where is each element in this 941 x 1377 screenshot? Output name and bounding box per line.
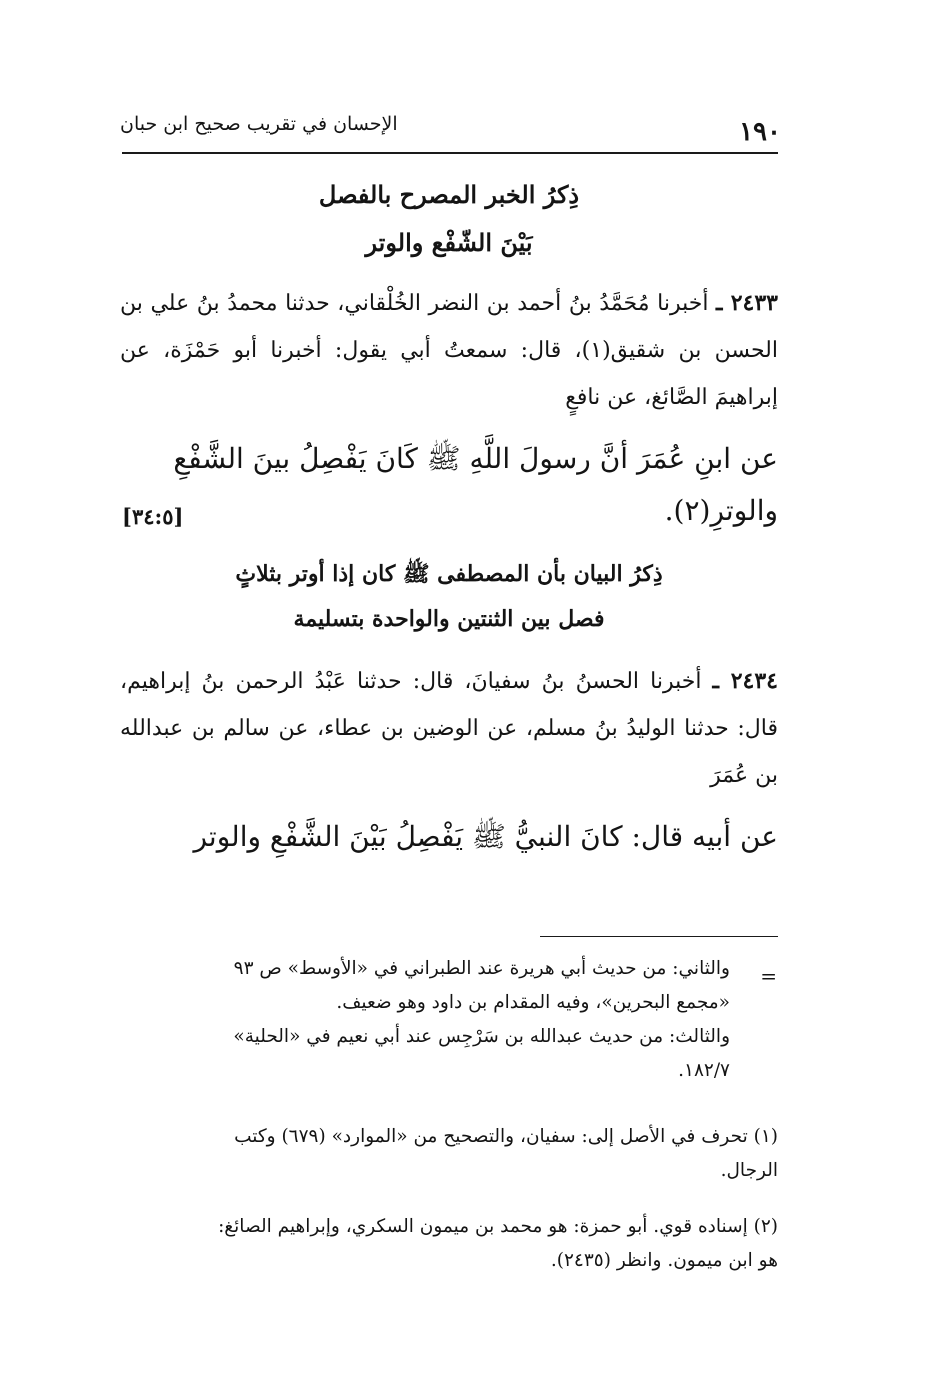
isnad-text: أخبرنا مُحَمَّدُ بنُ أحمد بن النضر الخُلْقاني، حدثنا محمدُ بنُ علي بن الحسن بن شقيق(١)، قال: سمعتُ أبي يقول: أخبرنا أبو حَمْزَة، عن إبراهيمَ الصَّائغ، عن نافعٍ (120, 291, 778, 410)
hadith-2433-matn-line-2: والوترِ(٢). (664, 494, 778, 527)
running-title: الإحسان في تقريب صحيح ابن حبان (120, 113, 398, 135)
header-rule (122, 152, 778, 154)
isnad-text: أخبرنا الحسنُ بنُ سفيانَ، قال: حدثنا عَبْدُ الرحمن بنُ إبراهيم، قال: حدثنا الوليدُ بنُ مسلم، عن الوضين بن عطاء، عن سالم بن عبدالله بن عُمَرَ (120, 669, 778, 788)
footnote-line: (١) تحرف في الأصل إلى: سفيان، والتصحيح من «الموارد» (٦٧٩) وكتب (234, 1126, 778, 1147)
footnote-line: هو ابن ميمون. وانظر (٢٤٣٥). (550, 1250, 778, 1271)
footnote-line: ١٨٢/٧. (678, 1060, 730, 1081)
footnote-2 (120, 1210, 778, 1278)
footnote-continued (120, 952, 730, 1088)
page-number: ١٩٠ (739, 117, 781, 147)
footnote-1 (120, 1120, 778, 1188)
hadith-2434-isnad (120, 658, 778, 799)
footnote-line: والثاني: من حديث أبي هريرة عند الطبراني في «الأوسط» ص ٩٣ (233, 958, 730, 979)
chapter-heading-1-line-2: بَيْنَ الشّفْع والوتر (365, 228, 533, 257)
chapter-heading-1-line-1: ذِكرُ الخبر المصرح بالفصل (318, 180, 580, 209)
continuation-mark: = (760, 964, 777, 988)
hadith-2433-isnad (120, 280, 778, 421)
footnote-line: والثالث: من حديث عبدالله بن سَرْجِس عند أبي نعيم في «الحلية» (233, 1026, 730, 1047)
hadith-2433-matn-line-1: عن ابنِ عُمَرَ أنَّ رسولَ اللَّهِ ﷺ كَانَ يَفْصِلُ بينَ الشَّفْعِ (173, 442, 778, 475)
chapter-heading-2-line-2: فصل بين الثنتين والواحدة بتسليمة (293, 606, 605, 632)
hadith-number: ٢٤٣٣ ـ (716, 290, 778, 316)
chapter-heading-2-line-1: ذِكرُ البيان بأن المصطفى ﷺ كان إذا أوتر بثلاثٍ (235, 561, 663, 587)
hadith-number: ٢٤٣٤ ـ (712, 668, 778, 694)
footnote-line: «مجمع البحرين»، وفيه المقدام بن داود وهو ضعيف. (336, 992, 730, 1013)
footnote-line: (٢) إسناده قوي. أبو حمزة: هو محمد بن ميمون السكري، وإبراهيم الصائغ: (218, 1216, 778, 1237)
footnote-rule (540, 936, 778, 937)
cross-reference: [٣٤:٥] (122, 504, 184, 529)
footnote-line: الرجال. (720, 1160, 778, 1181)
hadith-2434-matn: عن أبيه قال: كانَ النبيُّ ﷺ يَفْصِلُ بَيْنَ الشَّفْعِ والوتر (193, 820, 778, 853)
